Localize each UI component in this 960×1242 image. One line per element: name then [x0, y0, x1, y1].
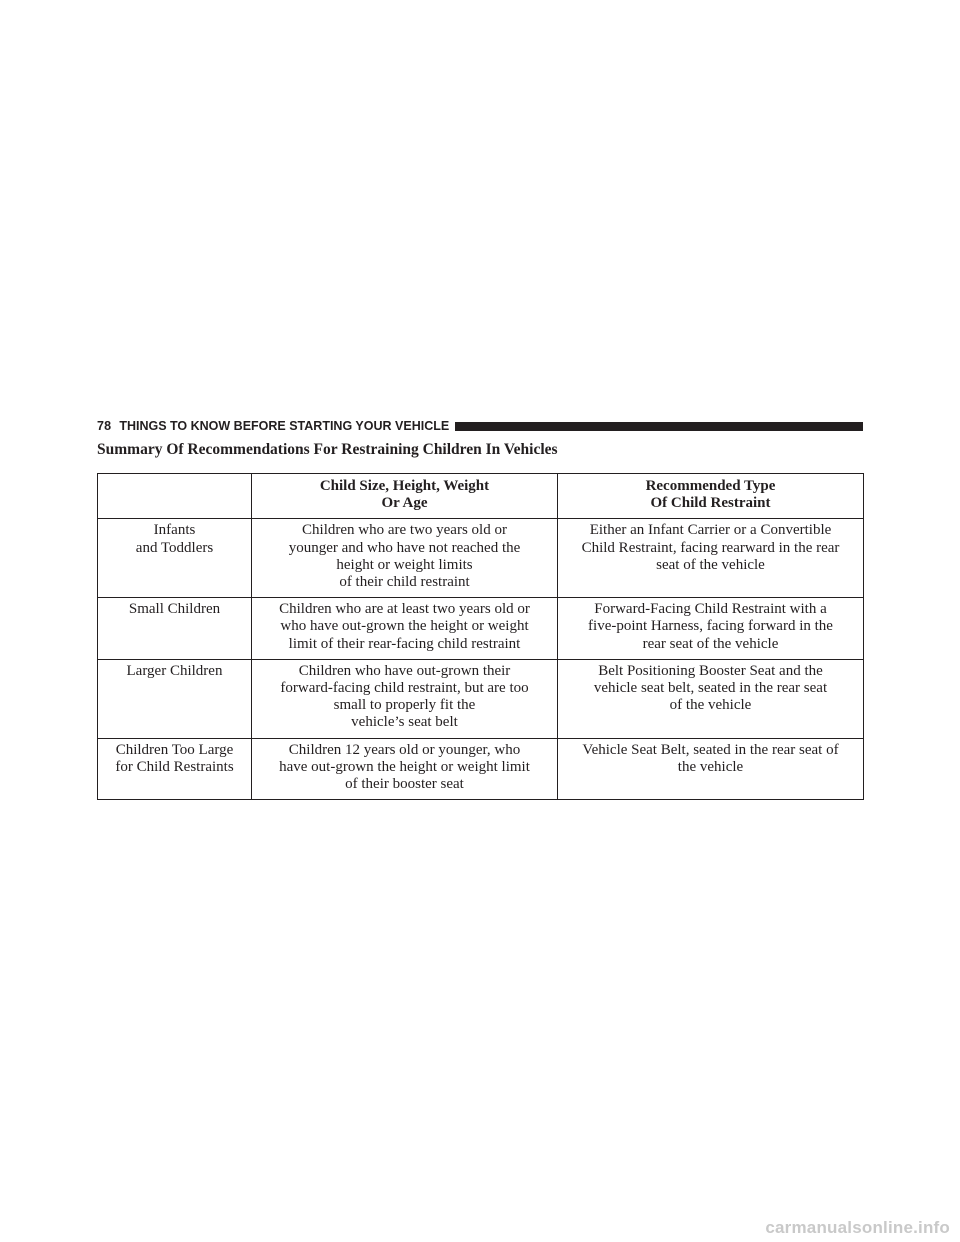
table-row	[98, 738, 864, 800]
table-cell	[98, 738, 252, 800]
cell-line: Belt Positioning Booster Seat and the	[598, 662, 823, 679]
cell-line: who have out-grown the height or weight	[280, 618, 529, 635]
cell-line: Children who are two years old or	[302, 522, 507, 539]
table-cell	[558, 738, 864, 800]
cell-line: and Toddlers	[135, 539, 214, 556]
cell-line: Small Children	[128, 601, 221, 618]
cell-line: the vehicle	[677, 758, 744, 775]
cell-line: Children 12 years old or younger, who	[288, 741, 521, 758]
cell-line: height or weight limits	[336, 556, 473, 573]
cell-line: rear seat of the vehicle	[642, 635, 779, 652]
table-cell	[558, 519, 864, 598]
header-line: Of Child Restraint	[650, 495, 771, 512]
cell-line: Forward-Facing Child Restraint with a	[594, 601, 827, 618]
table-cell	[98, 598, 252, 660]
table-cell	[252, 598, 558, 660]
cell-line: Larger Children	[126, 662, 223, 679]
section-title: THINGS TO KNOW BEFORE STARTING YOUR VEHICLE	[119, 419, 450, 433]
header-line: Child Size, Height, Weight	[319, 478, 490, 494]
cell-line: Children who are at least two years old or	[279, 601, 530, 618]
cell-line: younger and who have not reached the	[288, 539, 521, 556]
page-header	[97, 419, 863, 433]
cell-line: seat of the vehicle	[656, 556, 765, 573]
cell-line: of the vehicle	[669, 697, 752, 714]
cell-line: of their booster seat	[345, 776, 464, 793]
cell-line: forward-facing child restraint, but are too	[280, 680, 529, 697]
watermark: carmanualsonline.info	[765, 1218, 950, 1237]
cell-line: vehicle seat belt, seated in the rear seat	[593, 680, 828, 697]
table-cell	[252, 659, 558, 738]
cell-line: Child Restraint, facing rearward in the rear	[581, 539, 840, 556]
cell-line: for Child Restraints	[115, 758, 234, 775]
header-rule	[455, 422, 863, 431]
table-cell	[98, 519, 252, 598]
cell-line: limit of their rear-facing child restraint	[288, 635, 521, 652]
cell-line: vehicle’s seat belt	[351, 714, 458, 731]
cell-line: Either an Infant Carrier or a Convertible	[589, 522, 832, 539]
cell-line: five-point Harness, facing forward in the	[588, 618, 833, 635]
header-cell-empty	[98, 474, 252, 519]
cell-line: Children who have out-grown their	[298, 662, 511, 679]
cell-line: of their child restraint	[339, 574, 470, 591]
cell-line: Infants	[153, 522, 196, 539]
page-number: 78	[97, 419, 112, 433]
table-cell	[252, 519, 558, 598]
header-line: Recommended Type	[645, 478, 776, 494]
recommendations-table	[97, 473, 864, 800]
table-cell	[558, 659, 864, 738]
table-header-row	[98, 474, 864, 519]
table-row	[98, 519, 864, 598]
table-cell	[252, 738, 558, 800]
header-cell-restraint-type	[558, 474, 864, 519]
cell-line: small to properly fit the	[333, 697, 476, 714]
header-line: Or Age	[381, 495, 428, 512]
table-row	[98, 598, 864, 660]
cell-line: have out-grown the height or weight limit	[279, 758, 530, 775]
table-cell	[558, 598, 864, 660]
table-cell	[98, 659, 252, 738]
table-row	[98, 659, 864, 738]
cell-line: Vehicle Seat Belt, seated in the rear seat of	[582, 741, 839, 758]
cell-line: Children Too Large	[115, 741, 234, 758]
table-heading: Summary Of Recommendations For Restraining Children In Vehicles	[97, 441, 558, 458]
header-cell-child-size	[252, 474, 558, 519]
